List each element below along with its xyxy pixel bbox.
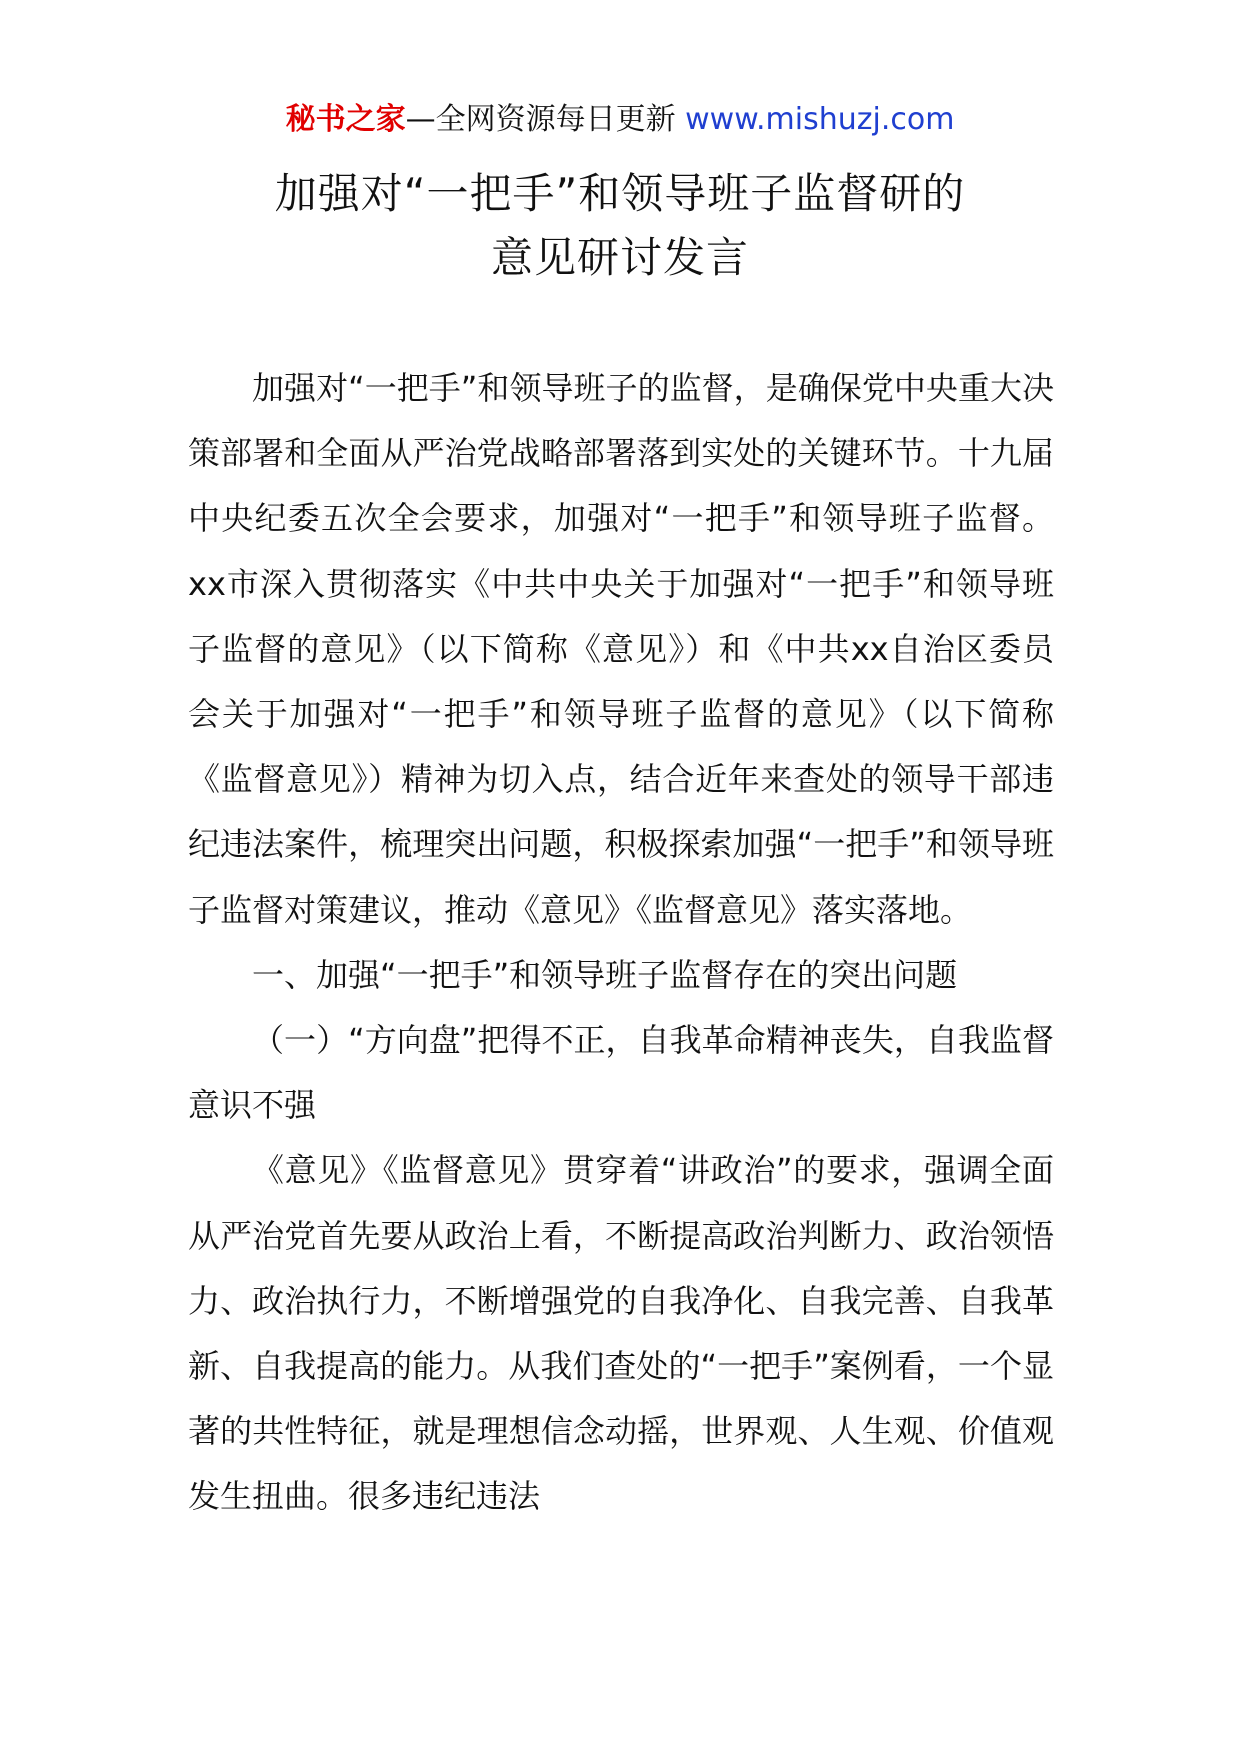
- document-body: [188, 356, 1054, 1530]
- site-header: [0, 98, 1240, 142]
- subsection-heading-1: （一）“方向盘”把得不正，自我革命精神丧失，自我监督意识不强: [188, 1021, 1054, 1125]
- document-title: [0, 162, 1240, 290]
- section-heading-1: 一、加强“一把手”和领导班子监督存在的突出问题: [252, 955, 958, 994]
- body-paragraph-1: 加强对“一把手”和领导班子的监督，是确保党中央重大决策部署和全面从严治党战略部署落到实处的关键环节。十九届中央纪委五次全会要求，加强对“一把手”和领导班子监督。xx市深入贯彻落实《中共中央关于加强对“一把手”和领导班子监督的意见》（以下简称《意见》）和《中共xx自治区委员会关于加强对“一把手”和领导班子监督的意见》（以下简称《监督意见》）精神为切入点，结合近年来查处的领导干部违纪违法案件，梳理突出问题，积极探索加强“一把手”和领导班子监督对策建议，推动《意见》《监督意见》落实落地。: [188, 369, 1054, 929]
- site-brand: 秘书之家: [285, 102, 406, 137]
- body-paragraph-2: 《意见》《监督意见》贯穿着“讲政治”的要求，强调全面从严治党首先要从政治上看，不断提高政治判断力、政治领悟力、政治执行力，不断增强党的自我净化、自我完善、自我革新、自我提高的能力。从我们查处的“一把手”案例看，一个显著的共性特征，就是理想信念动摇，世界观、人生观、价值观发生扭曲。很多违纪违法: [188, 1151, 1054, 1516]
- site-url-link[interactable]: www.mishuzj.com: [685, 102, 955, 137]
- title-line-2: 意见研讨发言: [490, 233, 749, 282]
- site-slogan: —全网资源每日更新: [405, 102, 686, 137]
- title-line-1: 加强对“一把手”和领导班子监督研的: [274, 169, 966, 218]
